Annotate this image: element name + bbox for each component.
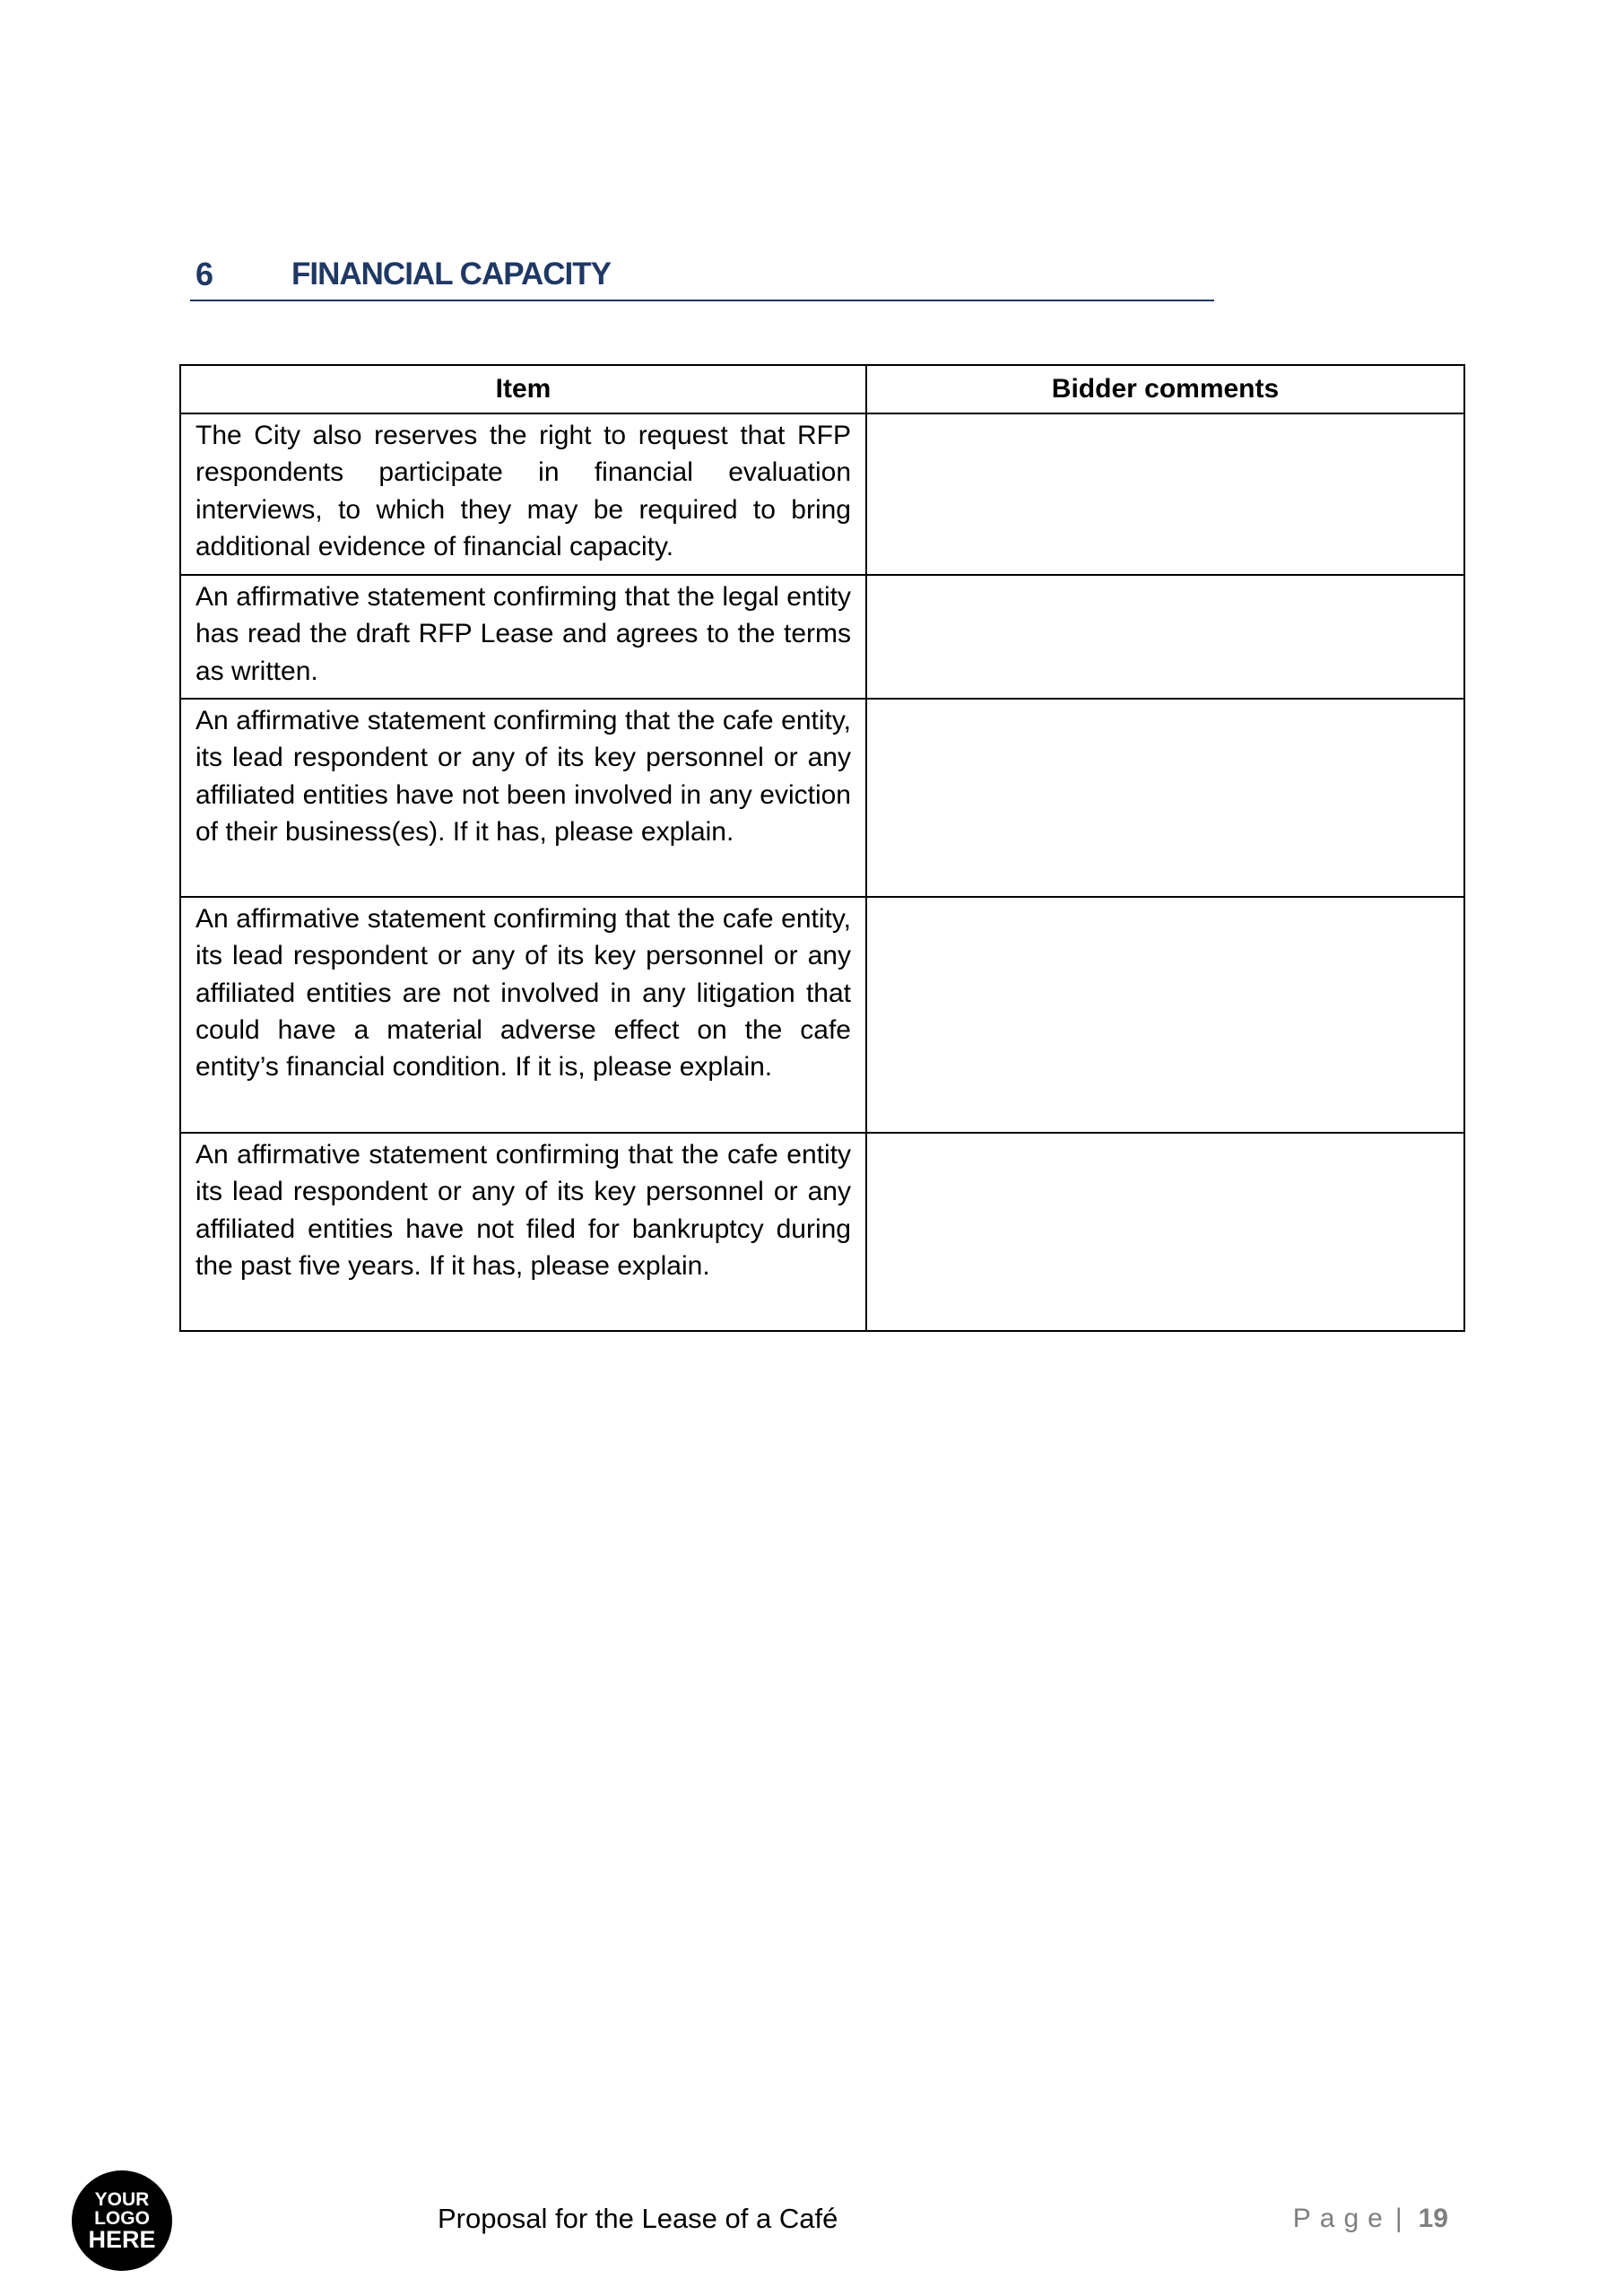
item-cell: An affirmative statement confirming that the cafe entity, its lead respondent or any of its key personnel or any affiliated entities have not been involved in any eviction of their business(es). If it has, please explain. <box>180 699 866 897</box>
bidder-comment-cell[interactable] <box>866 413 1464 575</box>
section-title: FINANCIAL CAPACITY <box>291 257 611 291</box>
section-heading <box>190 249 1214 301</box>
footer-document-title: Proposal for the Lease of a Café <box>438 2203 838 2234</box>
bidder-comment-cell[interactable] <box>866 1133 1464 1331</box>
logo-line-1: YOUR <box>94 2188 150 2210</box>
logo-line-2: LOGO <box>94 2207 150 2229</box>
item-cell: An affirmative statement confirming that the cafe entity its lead respondent or any of its key personnel or any affiliated entities have not filed for bankruptcy during the past five years. If it has, please explain. <box>180 1133 866 1331</box>
company-logo <box>72 2170 172 2271</box>
page-separator: | <box>1394 2204 1403 2233</box>
item-cell: An affirmative statement confirming that the legal entity has read the draft RFP Lease and agrees to the terms as written. <box>180 575 866 699</box>
page-label: Page <box>1292 2204 1392 2233</box>
logo-line-3: HERE <box>88 2225 156 2253</box>
item-cell: The City also reserves the right to request that RFP respondents participate in financial evaluation interviews, to which they may be required to bring additional evidence of financial capacity. <box>180 413 866 575</box>
table-header-row <box>180 365 1464 413</box>
bidder-comment-cell[interactable] <box>866 699 1464 897</box>
table-row <box>180 897 1464 1133</box>
bidder-comment-cell[interactable] <box>866 575 1464 699</box>
table-row <box>180 699 1464 897</box>
item-cell: An affirmative statement confirming that the cafe entity, its lead respondent or any of its key personnel or any affiliated entities are not involved in any litigation that could have a material adverse effect on the cafe entity’s financial condition. If it is, please explain. <box>180 897 866 1133</box>
page-number: 19 <box>1418 2204 1448 2233</box>
table-row <box>180 575 1464 699</box>
table-row <box>180 413 1464 575</box>
column-header-item: Item <box>180 365 866 413</box>
column-header-bidder-comments: Bidder comments <box>866 365 1464 413</box>
section-number: 6 <box>195 256 214 292</box>
footer-page-number <box>1293 2201 1448 2237</box>
bidder-comment-cell[interactable] <box>866 897 1464 1133</box>
financial-capacity-table <box>179 364 1465 1332</box>
table-row <box>180 1133 1464 1331</box>
